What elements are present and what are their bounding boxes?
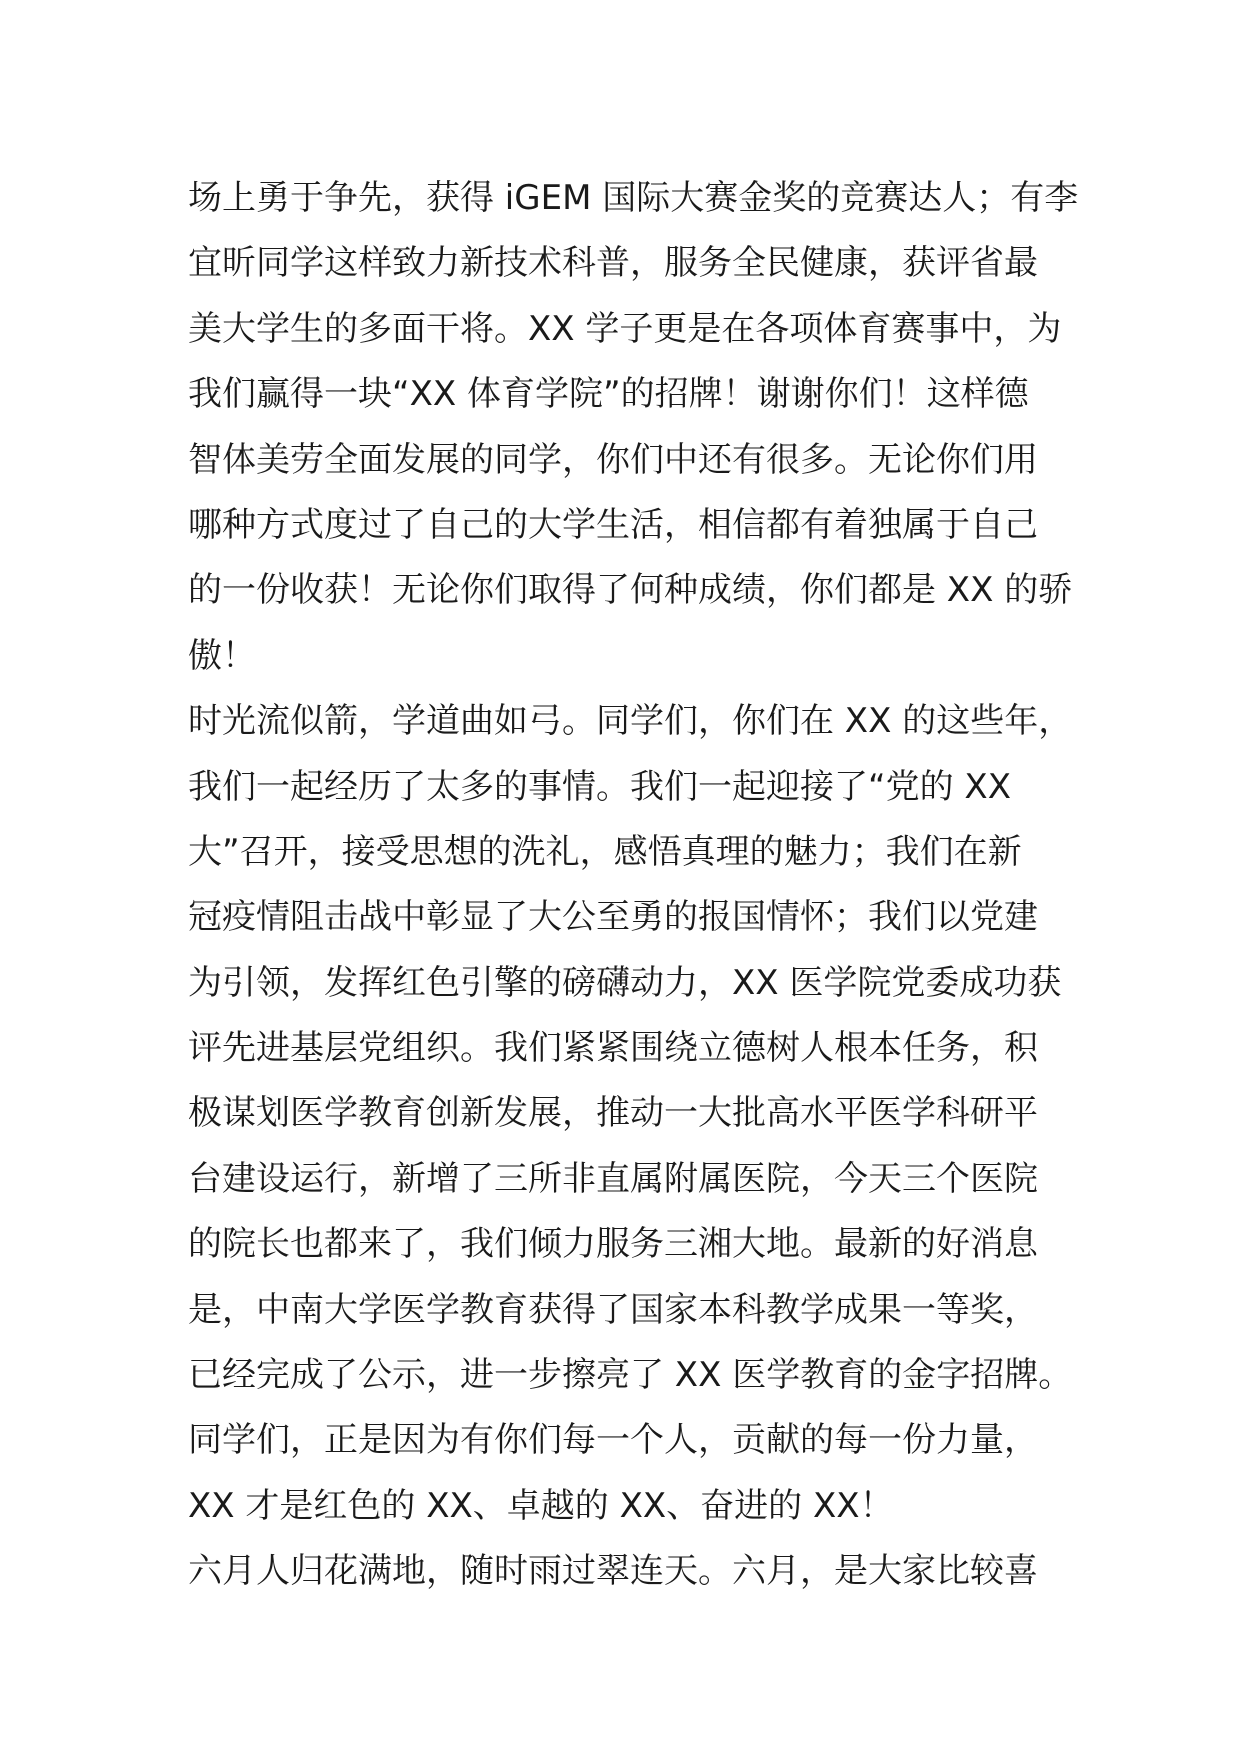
text-line: 场上勇于争先，获得 iGEM 国际大赛金奖的竞赛达人；有李 [188, 178, 1079, 218]
text-line: 美大学生的多面干将。XX 学子更是在各项体育赛事中，为 [188, 308, 1062, 349]
text-line: 宜昕同学这样致力新技术科普，服务全民健康，获评省最 [188, 243, 1038, 284]
text-line: 大”召开，接受思想的洗礼，感悟真理的魅力；我们在新 [188, 831, 1022, 872]
text-line: 是，中南大学医学教育获得了国家本科教学成果一等奖， [188, 1289, 1038, 1330]
text-line: 我们赢得一块“XX 体育学院”的招牌！谢谢你们！这样德 [188, 374, 1029, 415]
text-line: 傲！ [188, 635, 256, 676]
text-line: 我们一起经历了太多的事情。我们一起迎接了“党的 XX [188, 766, 1012, 807]
text-line: 六月人归花满地，随时雨过翠连天。六月，是大家比较喜 [188, 1551, 1038, 1592]
text-line: 哪种方式度过了自己的大学生活，相信都有着独属于自己 [188, 504, 1038, 545]
text-line: 已经完成了公示，进一步擦亮了 XX 医学教育的金字招牌。 [188, 1355, 1073, 1396]
body-text [188, 166, 1088, 1605]
text-line: 时光流似箭，学道曲如弓。同学们，你们在 XX 的这些年， [188, 701, 1073, 742]
text-line: 的院长也都来了，我们倾力服务三湘大地。最新的好消息 [188, 1224, 1038, 1265]
text-line: 评先进基层党组织。我们紧紧围绕立德树人根本任务，积 [188, 1028, 1038, 1069]
text-line: 智体美劳全面发展的同学，你们中还有很多。无论你们用 [188, 439, 1038, 480]
text-line: 同学们，正是因为有你们每一个人，贡献的每一份力量， [188, 1420, 1038, 1461]
text-line: XX 才是红色的 XX、卓越的 XX、奋进的 XX！ [188, 1485, 894, 1526]
text-line: 为引领，发挥红色引擎的磅礴动力，XX 医学院党委成功获 [188, 962, 1062, 1003]
text-line: 冠疫情阻击战中彰显了大公至勇的报国情怀；我们以党建 [188, 897, 1038, 938]
text-line: 极谋划医学教育创新发展，推动一大批高水平医学科研平 [188, 1093, 1038, 1134]
text-line: 的一份收获！无论你们取得了何种成绩，你们都是 XX 的骄 [188, 570, 1073, 611]
text-line: 台建设运行，新增了三所非直属附属医院，今天三个医院 [188, 1158, 1038, 1199]
